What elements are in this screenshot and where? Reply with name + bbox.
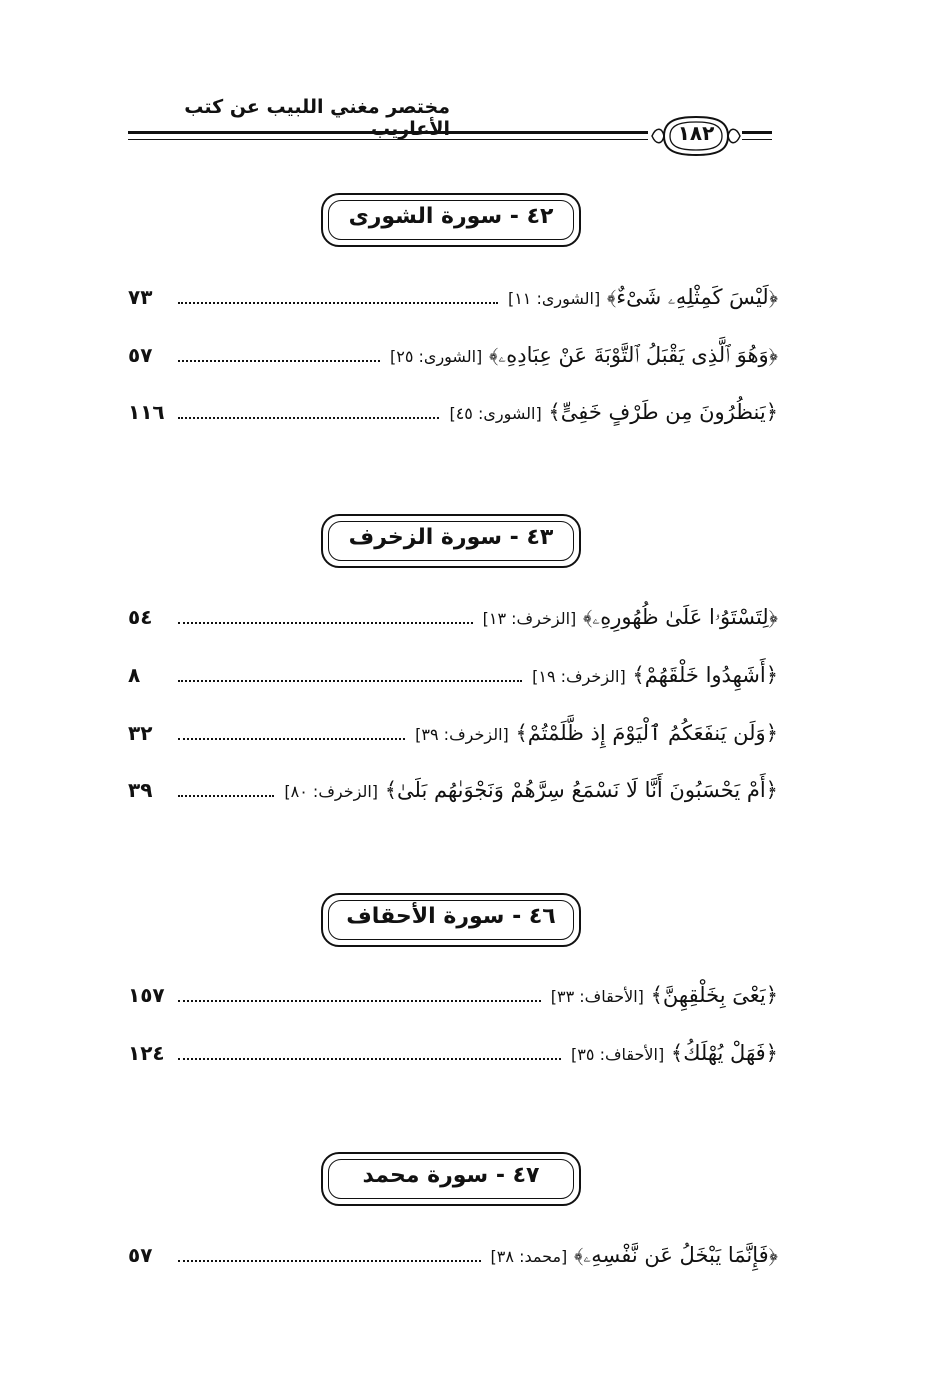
index-entry [128,1235,778,1275]
index-entry [128,770,778,810]
verse-text: ﴿وَلَن يَنفَعَكُمُ ٱلْيَوْمَ إِذ ظَّلَمْتُمْ﴾ [الزخرف: ٣٩] [415,721,778,745]
leader-dots [178,1058,561,1060]
page-ref: ١٢٤ [128,1041,165,1065]
leader-dots [178,795,274,797]
surah-heading: ٤٢ - سورة الشورى [348,204,554,229]
page-ref: ٣٢ [128,721,153,745]
page-ref: ٨ [128,663,141,687]
index-entry [128,713,778,753]
surah-heading-box [321,893,581,947]
index-entry [128,277,778,317]
surah-heading: ٤٦ - سورة الأحقاف [346,904,556,929]
verse-text: ﴿فَهَلْ يُهْلَكُ﴾ [الأحقاف: ٣٥] [571,1041,778,1065]
verse-text: ﴿يَنظُرُونَ مِن طَرْفٍ خَفِىٍّ﴾ [الشورى: ٤٥] [449,400,778,424]
surah-heading-box [321,1152,581,1206]
surah-heading-box [321,514,581,568]
header-rule-right-thin [742,139,772,140]
leader-dots [178,738,405,740]
page-ref: ٥٧ [128,1243,153,1267]
verse-text: ﴿فَإِنَّمَا يَبْخَلُ عَن نَّفْسِهِۦ﴾ [محمد: ٣٨] [490,1242,778,1267]
index-entry [128,597,778,637]
leader-dots [178,1000,541,1002]
header-rule-thin [128,139,648,140]
leader-dots [178,622,473,624]
index-entry [128,335,778,375]
page-ref: ٥٧ [128,343,153,367]
header-rule [128,131,648,134]
surah-heading-box [321,193,581,247]
index-entry [128,1033,778,1073]
verse-text: ﴿وَهُوَ ٱلَّذِى يَقْبَلُ ٱلتَّوْبَةَ عَنْ عِبَادِهِۦ﴾ [الشورى: ٢٥] [390,342,778,367]
leader-dots [178,417,439,419]
leader-dots [178,360,380,362]
page-ref: ١١٦ [128,400,165,424]
surah-heading: ٤٣ - سورة الزخرف [348,525,554,550]
index-entry [128,975,778,1015]
index-entry [128,392,778,432]
verse-text: ﴿لِتَسْتَوُۥا عَلَىٰ ظُهُورِهِۦ﴾ [الزخرف: ١٣] [482,604,778,629]
page-number: ١٨٢ [677,121,715,145]
page-ref: ٣٩ [128,778,153,802]
verse-text: ﴿لَيْسَ كَمِثْلِهِۦ شَىْءٌ﴾ [الشورى: ١١] [507,284,778,309]
page-number-badge [650,113,742,159]
page-ref: ٥٤ [128,605,153,629]
book-title: مختصر مغني اللبيب عن كتب الأعاريب [184,96,450,140]
page-ref: ١٥٧ [128,983,165,1007]
header-rule-right [742,131,772,134]
index-entry [128,655,778,695]
verse-text: ﴿أَشَهِدُوا خَلْقَهُمْ﴾ [الزخرف: ١٩] [532,663,778,687]
leader-dots [178,680,522,682]
page-ref: ٧٣ [128,285,153,309]
leader-dots [178,302,498,304]
verse-text: ﴿أَمْ يَحْسَبُونَ أَنَّا لَا نَسْمَعُ سِرَّهُمْ وَنَجْوَىٰهُم بَلَىٰ﴾ [الزخرف: ٨٠] [284,778,778,802]
surah-heading: ٤٧ - سورة محمد [362,1163,540,1188]
verse-text: ﴿يَعْىَ بِخَلْقِهِنَّ﴾ [الأحقاف: ٣٣] [550,983,778,1007]
leader-dots [178,1260,481,1262]
